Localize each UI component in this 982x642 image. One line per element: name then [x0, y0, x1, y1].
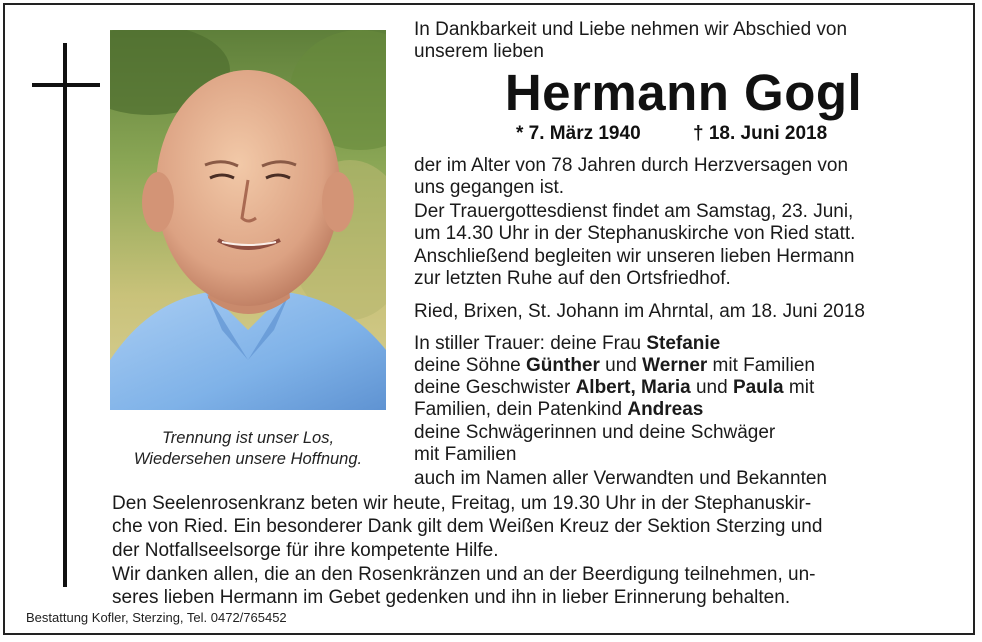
- closing-line: Wir danken allen, die an den Rosenkränzen und an der Beerdigung teilnehmen, un-: [112, 564, 816, 585]
- mourner-line: deine Schwägerinnen und deine Schwäger: [414, 422, 776, 443]
- portrait-photo: [110, 30, 386, 410]
- body-line: um 14.30 Uhr in der Stephanuskirche von Ried statt.: [414, 223, 856, 244]
- deceased-name: Hermann Gogl: [504, 64, 863, 121]
- closing-line: Den Seelenrosenkranz beten wir heute, Freitag, um 19.30 Uhr in der Stephanuskir-: [112, 493, 812, 514]
- cross-icon-horizontal: [32, 83, 100, 87]
- quote-line: Wiedersehen unsere Hoffnung.: [133, 450, 363, 468]
- funeral-home-contact: Bestattung Kofler, Sterzing, Tel. 0472/765452: [26, 610, 287, 625]
- mourner-name: Werner: [642, 355, 708, 376]
- birth-date: * 7. März 1940: [516, 123, 641, 144]
- death-date: † 18. Juni 2018: [693, 123, 828, 144]
- mourner-line: auch im Namen aller Verwandten und Bekannten: [414, 468, 827, 489]
- mourner-line: Familien, dein Patenkind Andreas: [414, 399, 704, 420]
- body-line: Anschließend begleiten wir unseren lieben Hermann: [414, 246, 855, 267]
- place-date: Ried, Brixen, St. Johann im Ahrntal, am 18. Juni 2018: [414, 301, 865, 322]
- cross-icon-vertical: [63, 43, 67, 587]
- mourner-line: mit Familien: [414, 444, 517, 465]
- closing-line: seres lieben Hermann im Gebet gedenken und ihn in lieber Erinnerung behalten.: [112, 587, 791, 608]
- closing-line: che von Ried. Ein besonderer Dank gilt dem Weißen Kreuz der Sektion Sterzing und: [112, 516, 823, 537]
- body-line: Der Trauergottesdienst findet am Samstag, 23. Juni,: [414, 201, 854, 222]
- mourner-name: Albert, Maria: [575, 377, 691, 398]
- intro-line: unserem lieben: [414, 41, 544, 62]
- body-line: der im Alter von 78 Jahren durch Herzversagen von: [414, 155, 849, 176]
- mourner-line: In stiller Trauer: deine Frau Stefanie: [414, 333, 721, 354]
- closing-line: der Notfallseelsorge für ihre kompetente Hilfe.: [112, 540, 499, 561]
- body-line: uns gegangen ist.: [414, 177, 565, 198]
- mourner-name: Andreas: [627, 399, 704, 420]
- mourner-line: deine Söhne Günther und Werner mit Familien: [414, 355, 815, 376]
- intro-line: In Dankbarkeit und Liebe nehmen wir Abschied von: [414, 19, 848, 40]
- mourner-name: Günther: [526, 355, 600, 376]
- body-line: zur letzten Ruhe auf den Ortsfriedhof.: [414, 268, 731, 289]
- quote-caption: [108, 428, 388, 470]
- mourner-name: Stefanie: [646, 333, 721, 354]
- quote-line: Trennung ist unser Los,: [161, 429, 335, 447]
- mourner-line: deine Geschwister Albert, Maria und Paula mit: [414, 377, 815, 398]
- mourner-name: Paula: [732, 377, 784, 398]
